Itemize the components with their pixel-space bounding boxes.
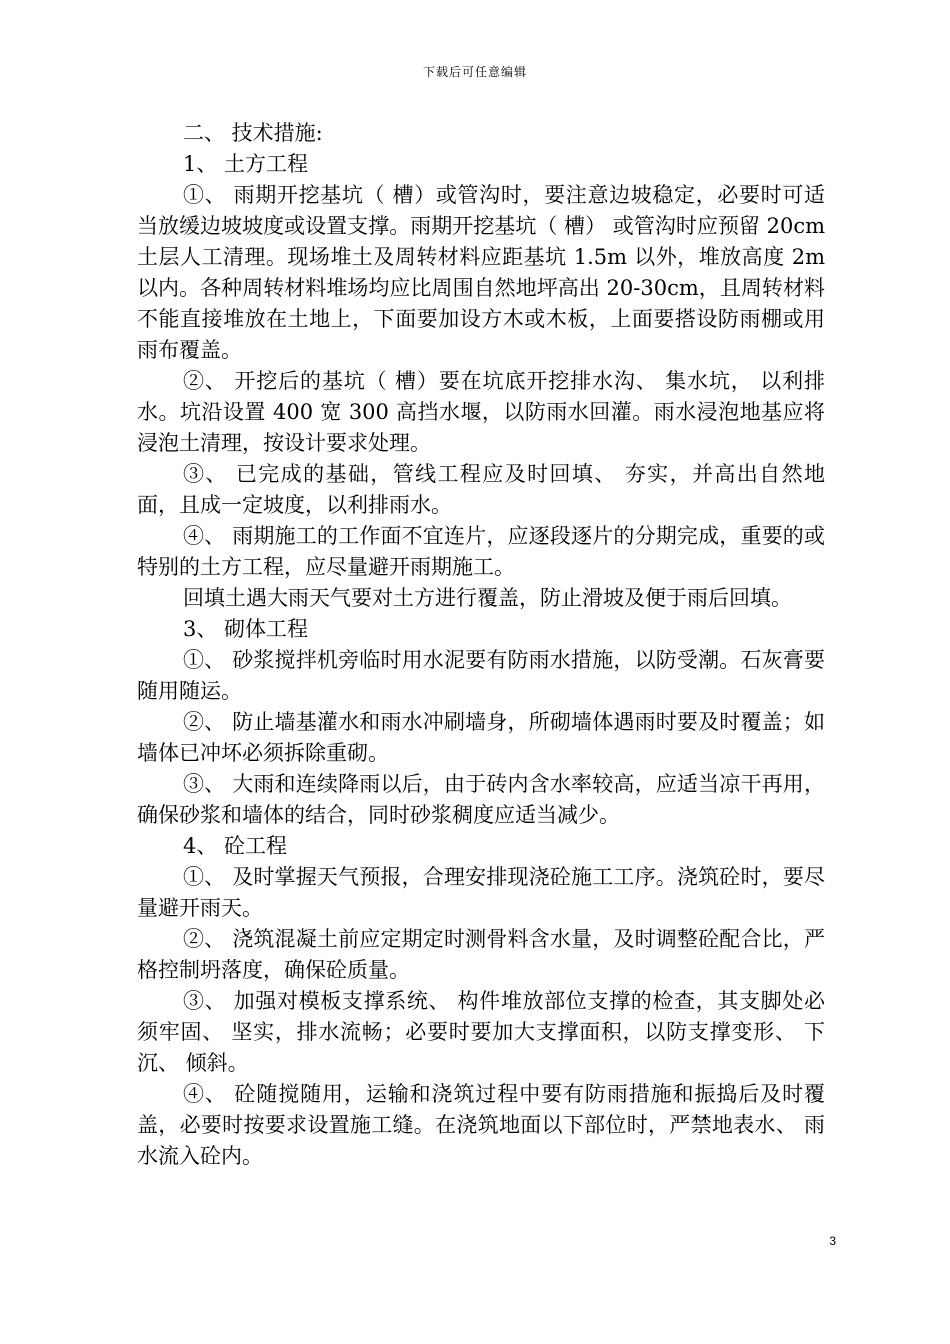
paragraph-masonry-1: ①、 砂浆搅拌机旁临时用水泥要有防雨水措施，以防受潮。石灰膏要随用随运。 — [137, 648, 825, 703]
body-text — [137, 118, 825, 1172]
paragraph-concrete-4: ④、 砼随搅随用，运输和浇筑过程中要有防雨措施和振捣后及时覆盖，必要时按要求设置施工缝。在浇筑地面以下部位时，严禁地表水、 雨水流入砼内。 — [137, 1082, 825, 1168]
section-heading-technical-measures: 二、 技术措施: — [183, 121, 323, 145]
paragraph-concrete-2: ②、 浇筑混凝土前应定期定时测骨料含水量，及时调整砼配合比，严格控制坍落度，确保砼质量。 — [137, 927, 825, 982]
paragraph-masonry-2: ②、 防止墙基灌水和雨水冲刷墙身，所砌墙体遇雨时要及时覆盖；如墙体已冲坏必须拆除重砌。 — [137, 710, 825, 765]
paragraph-earthwork-3: ③、 已完成的基础，管线工程应及时回填、 夯实，并高出自然地面，且成一定坡度，以利排雨水。 — [137, 462, 825, 517]
header-note: 下载后可任意编辑 — [422, 65, 527, 79]
paragraph-earthwork-1: ①、 雨期开挖基坑（ 槽）或管沟时，要注意边坡稳定，必要时可适当放缓边坡坡度或设置支撑。雨期开挖基坑（ 槽） 或管沟时应预留 20cm 土层人工清理。现场堆土及周转材料应距基坑 1.5m 以外，堆放高度 2m 以内。各种周转材料堆场均应比周围自然地坪高出 20-30cm，且周转材料不能直接堆放在土地上，下面要加设方木或木板，上面要搭设防雨棚或用雨布覆盖。 — [137, 183, 825, 362]
subsection-heading-earthwork: 1、 土方工程 — [183, 152, 309, 176]
page-number: 3 — [829, 1234, 836, 1248]
paragraph-earthwork-2: ②、 开挖后的基坑（ 槽）要在坑底开挖排水沟、 集水坑， 以利排水。坑沿设置 400 宽 300 高挡水堰，以防雨水回灌。雨水浸泡地基应将浸泡土清理，按设计要求处理。 — [137, 369, 825, 455]
paragraph-masonry-3: ③、 大雨和连续降雨以后，由于砖内含水率较高，应适当凉干再用，确保砂浆和墙体的结合，同时砂浆稠度应适当减少。 — [137, 772, 825, 827]
paragraph-earthwork-4: ④、 雨期施工的工作面不宜连片，应逐段逐片的分期完成，重要的或特别的土方工程，应尽量避开雨期施工。 — [137, 524, 825, 579]
subsection-heading-masonry: 3、 砌体工程 — [183, 617, 309, 641]
paragraph-concrete-1: ①、 及时掌握天气预报，合理安排现浇砼施工工序。浇筑砼时，要尽量避开雨天。 — [137, 865, 825, 920]
subsection-heading-concrete: 4、 砼工程 — [183, 834, 288, 858]
paragraph-backfill: 回填土遇大雨天气要对土方进行覆盖，防止滑坡及便于雨后回填。 — [183, 586, 792, 610]
paragraph-concrete-3: ③、 加强对模板支撑系统、 构件堆放部位支撑的检查，其支脚处必须牢固、 坚实，排水流畅；必要时要加大支撑面积，以防支撑变形、 下沉、 倾斜。 — [137, 989, 825, 1075]
